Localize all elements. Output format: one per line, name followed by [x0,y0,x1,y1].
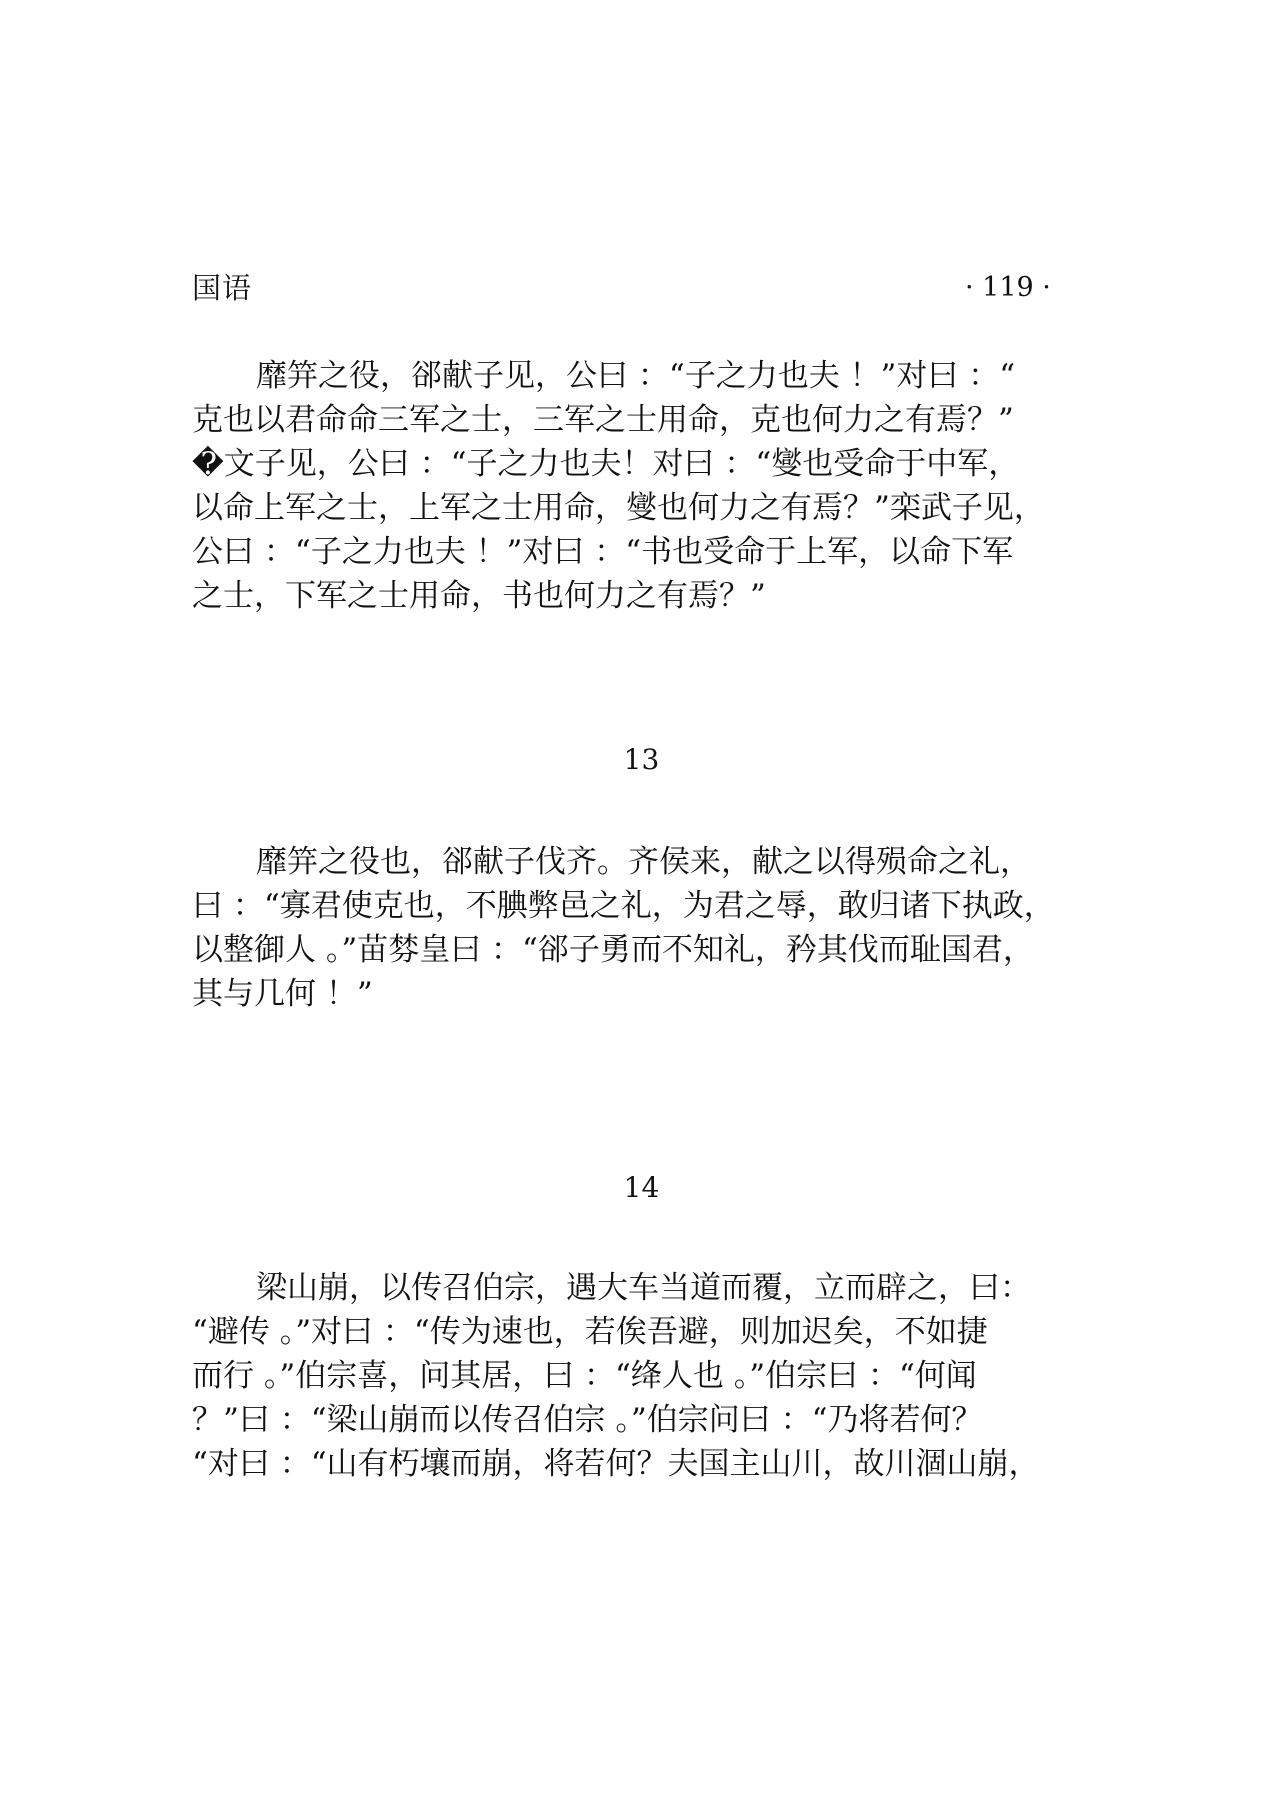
text-line: ？”曰 ：“梁山崩而以传召伯宗 。”伯宗问曰 ：“乃将若何？ [192,1402,983,1438]
paragraph-1 [192,354,1132,618]
text-line: 其与几何 ！” [192,976,373,1012]
page-number: · 119 · [965,272,1051,303]
text-line: �文子见，公曰 ：“子之力也夫！对曰 ：“燮也受命于中军， [192,446,1020,482]
section-number-13: 13 [623,743,660,776]
text-line: 公曰 ：“子之力也夫 ！”对曰 ：“书也受命于上军，以命下军 [192,534,1014,570]
section-number-14: 14 [623,1171,660,1204]
text-line: 靡笄之役也，郤献子伐齐。齐侯来，献之以得殒命之礼， [256,844,1031,880]
text-line: 以命上军之士，上军之士用命，燮也何力之有焉？”栾武子见， [192,490,1045,526]
text-line: “对曰 ：“山有朽壤而崩，将若何？夫国主山川，故川涸山崩， [192,1446,1040,1482]
paragraph-3 [192,1266,1132,1486]
text-line: 梁山崩，以传召伯宗，遇大车当道而覆，立而辟之，曰： [256,1270,1031,1306]
text-line: 而行 。”伯宗喜，问其居，曰 ：“绛人也 。”伯宗曰 ：“何闻 [192,1358,977,1394]
paragraph-2 [192,840,1132,1016]
text-line: 靡笄之役，郤献子见，公曰 ：“子之力也夫 ！”对曰 ：“ [256,358,1016,394]
text-line: 以整御人 。”苗棼皇曰 ：“郤子勇而不知礼，矜其伐而耻国君， [192,932,1034,968]
text-line: 克也以君命命三军之士，三军之士用命，克也何力之有焉？” [192,402,1014,438]
running-title: 国语 [192,271,253,305]
text-line: 曰 ：“寡君使克也，不腆弊邑之礼，为君之辱，敢归诸下执政， [192,888,1055,924]
text-line: “避传 。”对曰 ：“传为速也，若俟吾避，则加迟矣，不如捷 [192,1314,988,1350]
text-line: 之士，下军之士用命，书也何力之有焉？” [192,578,766,614]
